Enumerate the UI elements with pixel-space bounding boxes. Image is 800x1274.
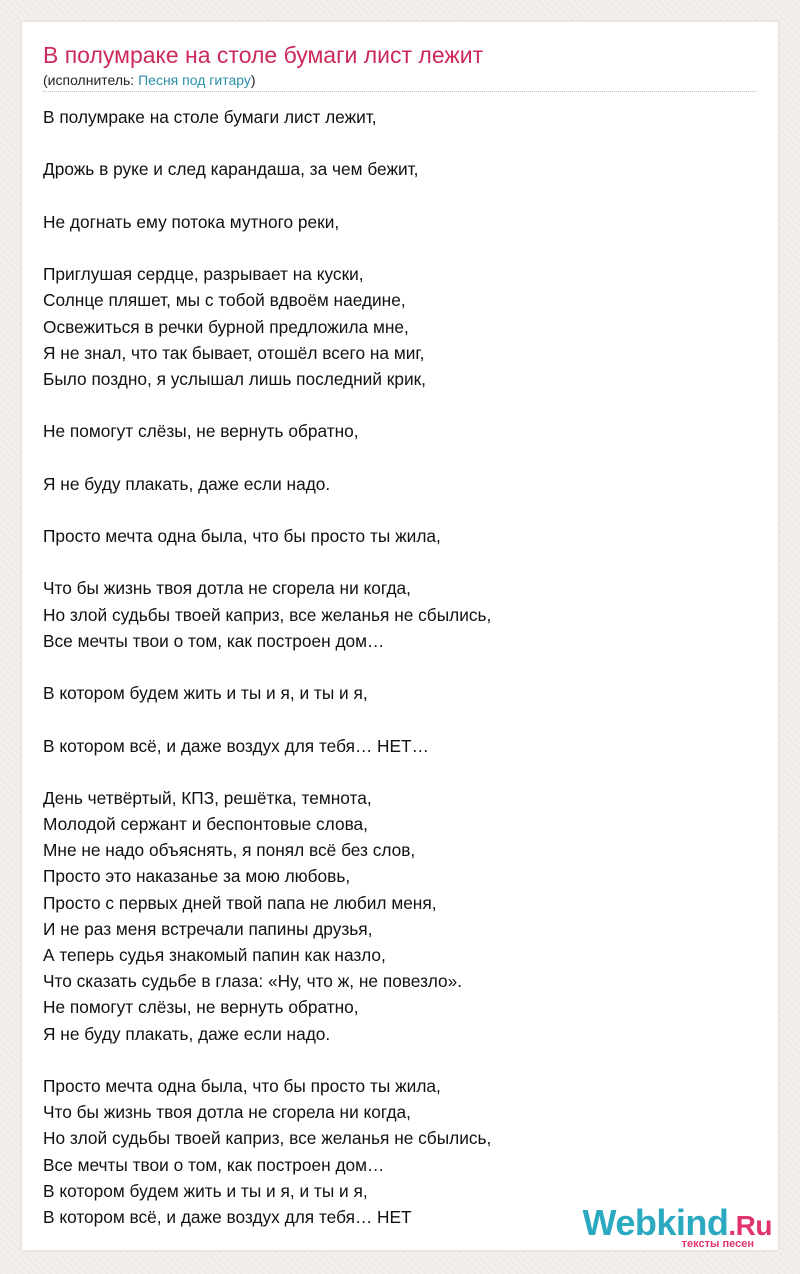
stanza-gap (43, 654, 757, 680)
stanza-gap (43, 183, 757, 209)
artist-suffix: ) (250, 72, 256, 88)
stanza-gap (43, 1047, 757, 1073)
lyric-line: Но злой судьбы твоей каприз, все желанья не сбылись, (43, 1128, 492, 1149)
lyric-line: Приглушая сердце, разрывает на куски, (43, 264, 364, 285)
lyric-line: В котором всё, и даже воздух для тебя… НЕТ… (43, 735, 429, 756)
lyric-line: Все мечты твои о том, как построен дом… (43, 1154, 385, 1175)
stanza-gap (43, 392, 757, 418)
dotted-divider (43, 91, 757, 92)
lyric-line: Что бы жизнь твоя дотла не сгорела ни когда, (43, 578, 411, 599)
artist-line (43, 72, 256, 88)
logo-tld: .Ru (728, 1210, 772, 1241)
lyric-line: В котором будем жить и ты и я, и ты и я, (43, 683, 368, 704)
lyric-line: И не раз меня встречали папины друзья, (43, 918, 373, 939)
lyric-line: А теперь судья знакомый папин как назло, (43, 945, 386, 965)
lyric-line: Все мечты твои о том, как построен дом… (43, 630, 385, 651)
stanza-gap (43, 235, 757, 261)
stanza-gap (43, 497, 757, 523)
lyric-line: День четвёртый, КПЗ, решётка, темнота, (43, 787, 372, 808)
logo-main-text: Webkind (582, 1202, 729, 1243)
lyric-line: В котором всё, и даже воздух для тебя… НЕТ (43, 1206, 412, 1227)
lyric-line: Было поздно, я услышал лишь последний крик, (43, 368, 426, 389)
artist-link[interactable]: Песня под гитару (138, 72, 251, 88)
lyrics-card (22, 22, 778, 1250)
lyric-line: Освежиться в речки бурной предложила мне, (43, 316, 409, 337)
page-title: В полумраке на столе бумаги лист лежит (43, 42, 484, 68)
stanza-gap (43, 444, 757, 470)
lyric-line: Не догнать ему потока мутного реки, (43, 211, 340, 232)
lyric-line: Что бы жизнь твоя дотла не сгорела ни когда, (43, 1102, 411, 1123)
lyric-line: Просто это наказанье за мою любовь, (43, 866, 351, 887)
lyric-line: Но злой судьбы твоей каприз, все желанья не сбылись, (43, 604, 492, 625)
lyric-line: Я не знал, что так бывает, отошёл всего на миг, (43, 342, 425, 363)
lyric-line: Просто мечта одна была, что бы просто ты жила, (43, 1075, 441, 1096)
lyric-line: Мне не надо объяснять, я понял всё без слов, (43, 840, 416, 861)
site-logo[interactable] (582, 1202, 772, 1250)
stanza-gap (43, 549, 757, 575)
lyric-line: Не помогут слёзы, не вернуть обратно, (43, 421, 359, 442)
lyric-line: Молодой сержант и беспонтовые слова, (43, 814, 368, 835)
logo-tagline: тексты песен (681, 1238, 754, 1250)
lyrics-text (43, 104, 757, 1230)
stanza-gap (43, 759, 757, 785)
lyric-line: Не помогут слёзы, не вернуть обратно, (43, 997, 359, 1018)
lyric-line: Солнце пляшет, мы с тобой вдвоём наедине, (43, 290, 406, 311)
lyric-line: В котором будем жить и ты и я, и ты и я, (43, 1180, 368, 1201)
lyric-line: Я не буду плакать, даже если надо. (43, 473, 331, 494)
lyric-line: В полумраке на столе бумаги лист лежит, (43, 107, 377, 127)
lyric-line: Что сказать судьбе в глаза: «Ну, что ж, не повезло». (43, 971, 463, 992)
stanza-gap (43, 706, 757, 732)
stanza-gap (43, 130, 757, 156)
lyric-line: Я не буду плакать, даже если надо. (43, 1023, 331, 1044)
lyric-line: Просто мечта одна была, что бы просто ты жила, (43, 526, 441, 546)
lyric-line: Просто с первых дней твой папа не любил меня, (43, 892, 437, 913)
artist-prefix: (исполнитель: (43, 72, 139, 88)
lyric-line: Дрожь в руке и след карандаша, за чем бежит, (43, 159, 419, 180)
